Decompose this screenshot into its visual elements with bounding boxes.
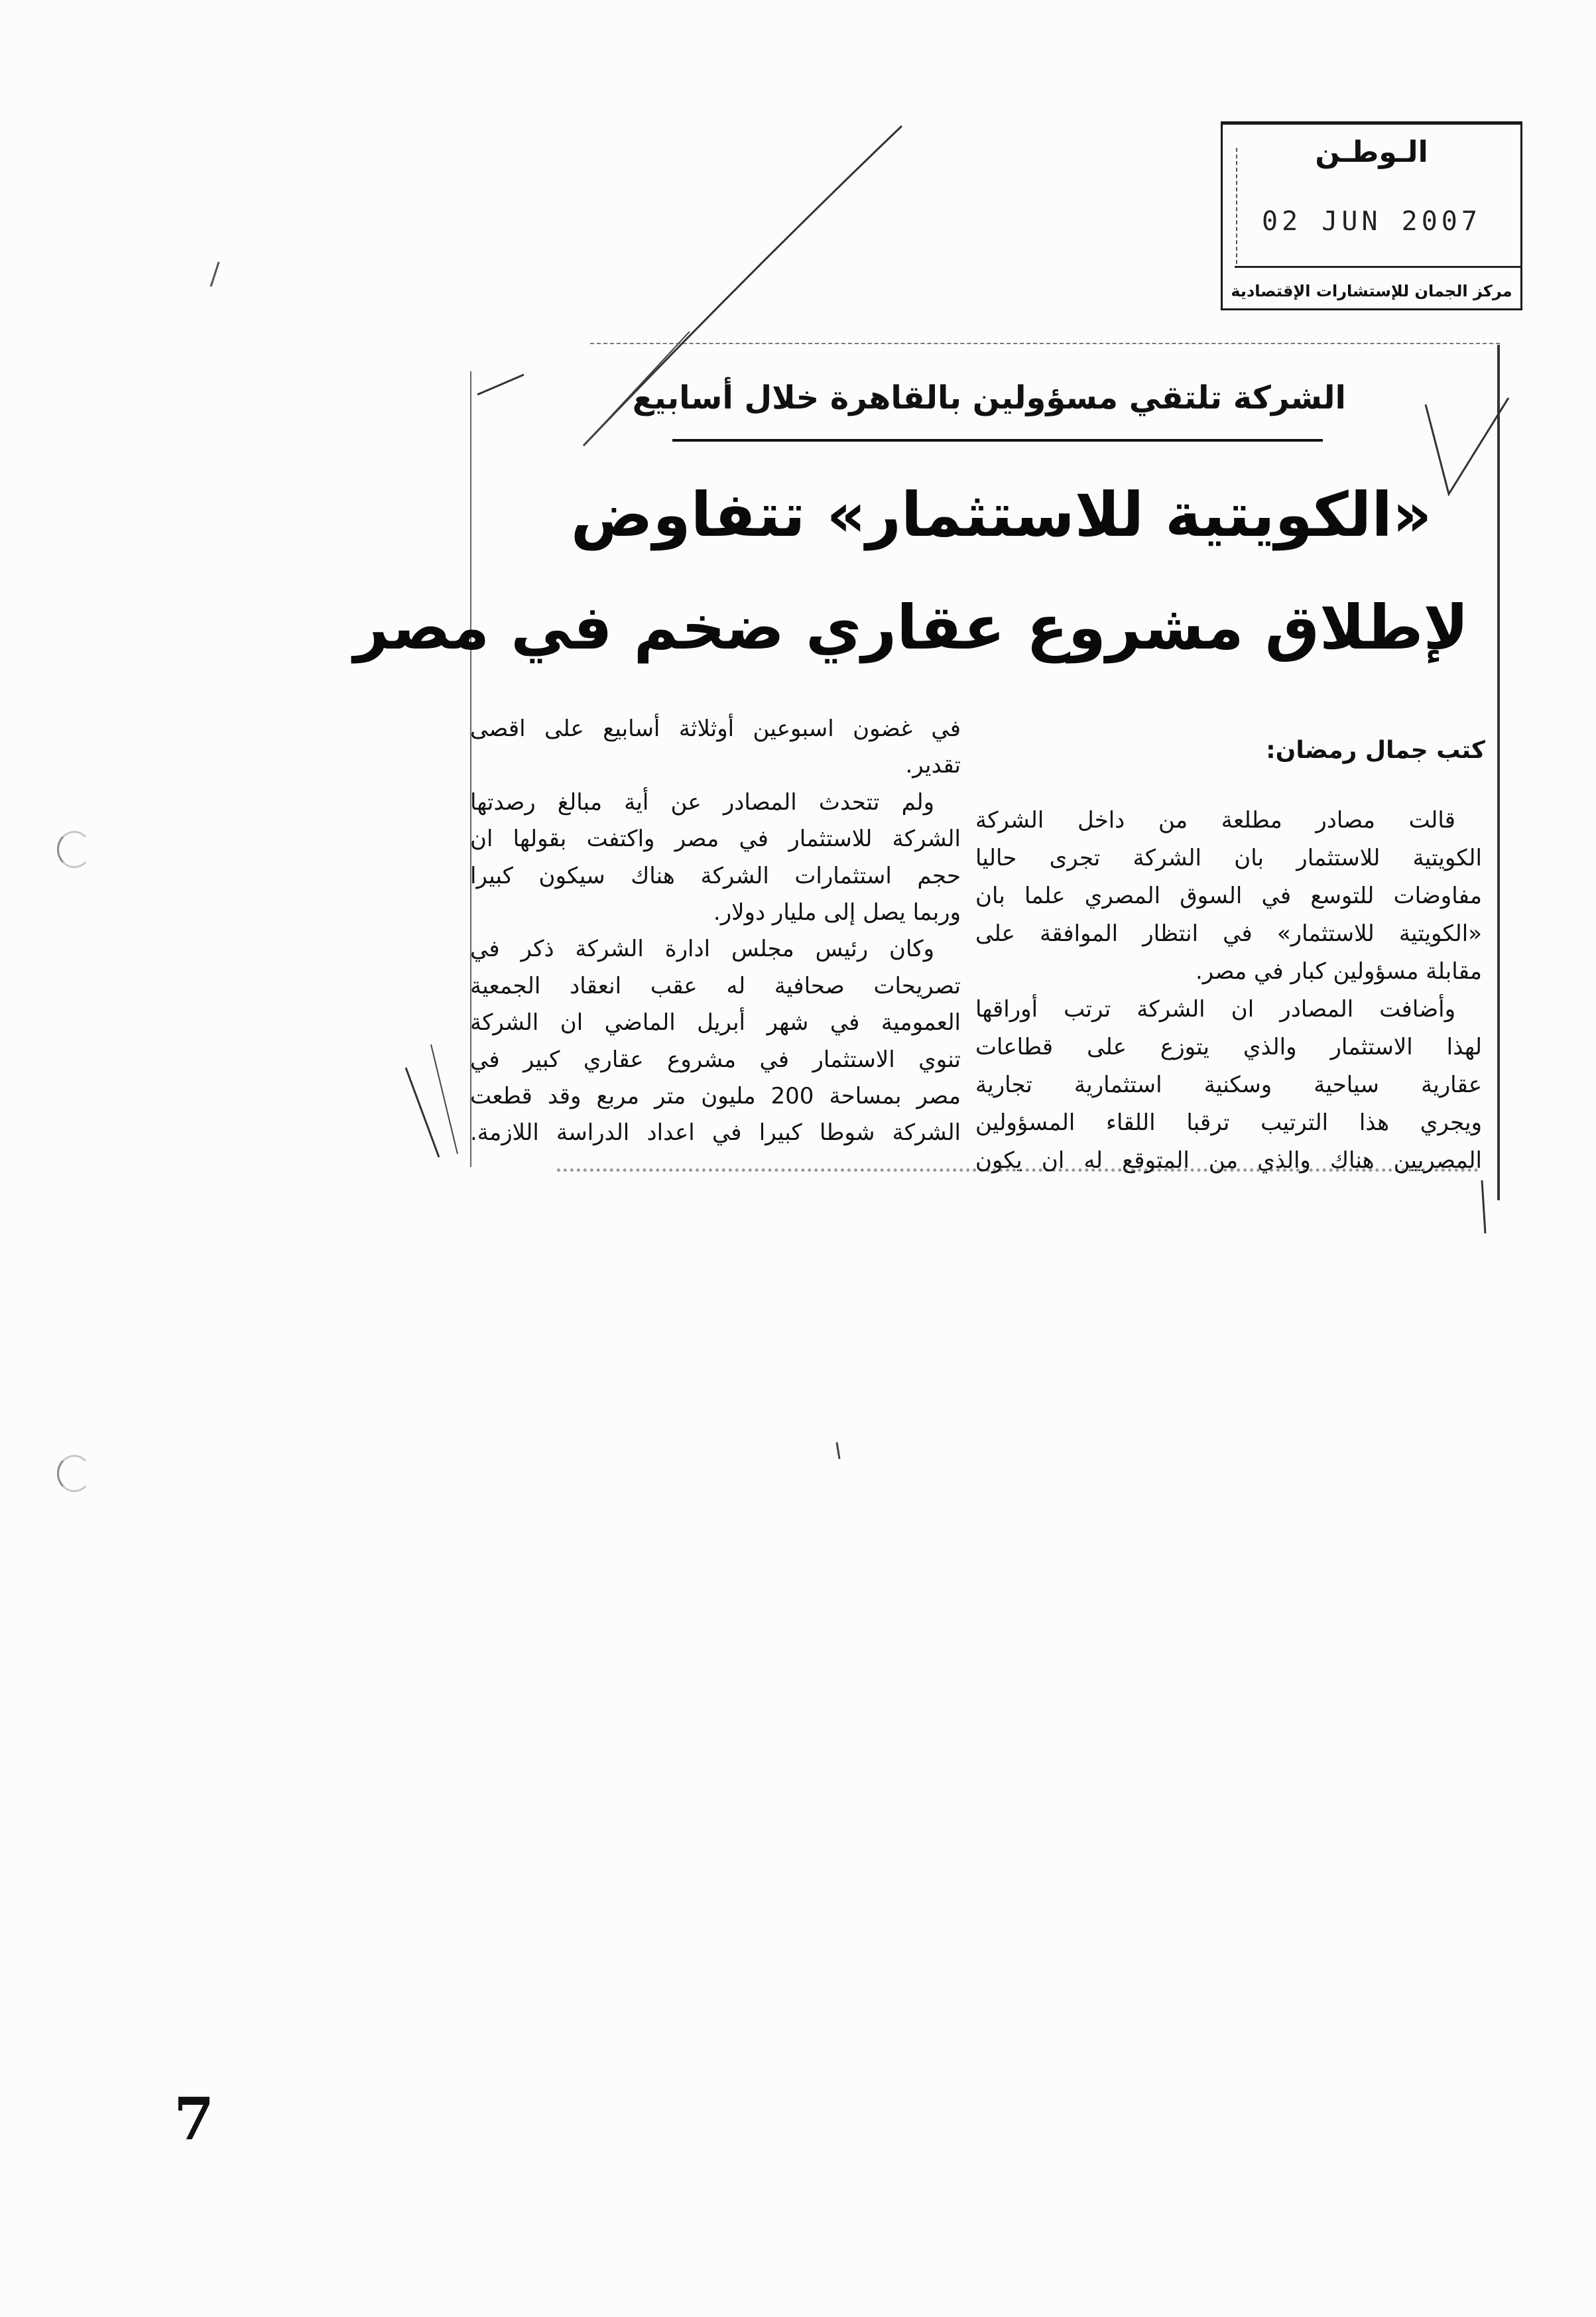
archive-stamp [1221,121,1522,310]
text-line: حجم استثمارات الشركة هناك سيكون كبيرا [470,863,961,889]
text-line: مقابلة مسؤولين كبار في مصر. [1195,958,1482,985]
text-line: الشركة شوطا كبيرا في اعداد الدراسة اللازمة. [470,1119,961,1146]
clipping-edge-top [590,343,1500,344]
text-line: تقدير. [905,752,961,779]
text-line: ولم تتحدث المصادر عن أية مبالغ رصدتها [470,789,934,816]
headline-line-1: «الكويتية للاستثمار» تتفاوض [570,479,1432,550]
page-number: 7 [174,2084,215,2153]
text-line: عقارية سياحية وسكنية استثمارية تجارية [975,1072,1482,1098]
stamp-date: 02 JUN 2007 [1262,206,1481,237]
byline: كتب جمال رمضان: [1266,737,1485,764]
text-line: ويجري هذا الترتيب ترقبا اللقاء المسؤولين [975,1109,1482,1136]
text-line: لهذا الاستثمار والذي يتوزع على قطاعات [975,1034,1482,1060]
text-line: تصريحات صحافية له عقب انعقاد الجمعية [470,973,961,999]
text-line: الشركة للاستثمار في مصر واكتفت بقولها ان [470,826,961,852]
text-line: العمومية في شهر أبريل الماضي ان الشركة [470,1009,961,1036]
text-line: الكويتية للاستثمار بان الشركة تجرى حاليا [975,845,1482,871]
text-line: مصر بمساحة 200 مليون متر مربع وقد قطعت [470,1083,961,1109]
text-line: وربما يصل إلى مليار دولار. [713,899,961,926]
text-line: في غضون اسبوعين أوثلاثة أسابيع على اقصى [470,716,961,742]
text-line: قالت مصادر مطلعة من داخل الشركة [975,807,1455,834]
text-line: وأضافت المصادر ان الشركة ترتب أوراقها [975,996,1455,1023]
stamp-newspaper-name: الـوطـن [1315,135,1428,169]
text-line: وكان رئيس مجلس ادارة الشركة ذكر في [470,936,934,962]
stamp-rule [1235,266,1520,268]
stamp-center-name: مركز الجمان للإستشارات الإقتصادية [1231,282,1512,300]
binder-hole [57,831,92,868]
text-line: المصريين هناك والذي من المتوقع له ان يكون [975,1147,1482,1174]
binder-hole [57,1455,92,1492]
text-line: مفاوضات للتوسع في السوق المصري علما بان [975,883,1482,909]
headline-line-2: لإطلاق مشروع عقاري ضخم في مصر [353,592,1469,663]
text-line: «الكويتية للاستثمار» في انتظار الموافقة على [975,920,1482,947]
article-kicker: الشركة تلتقي مسؤولين بالقاهرة خلال أسابيع [632,379,1346,416]
text-line: تنوي الاستثمار في مشروع عقاري كبير في [470,1046,961,1073]
kicker-underline [672,439,1323,442]
